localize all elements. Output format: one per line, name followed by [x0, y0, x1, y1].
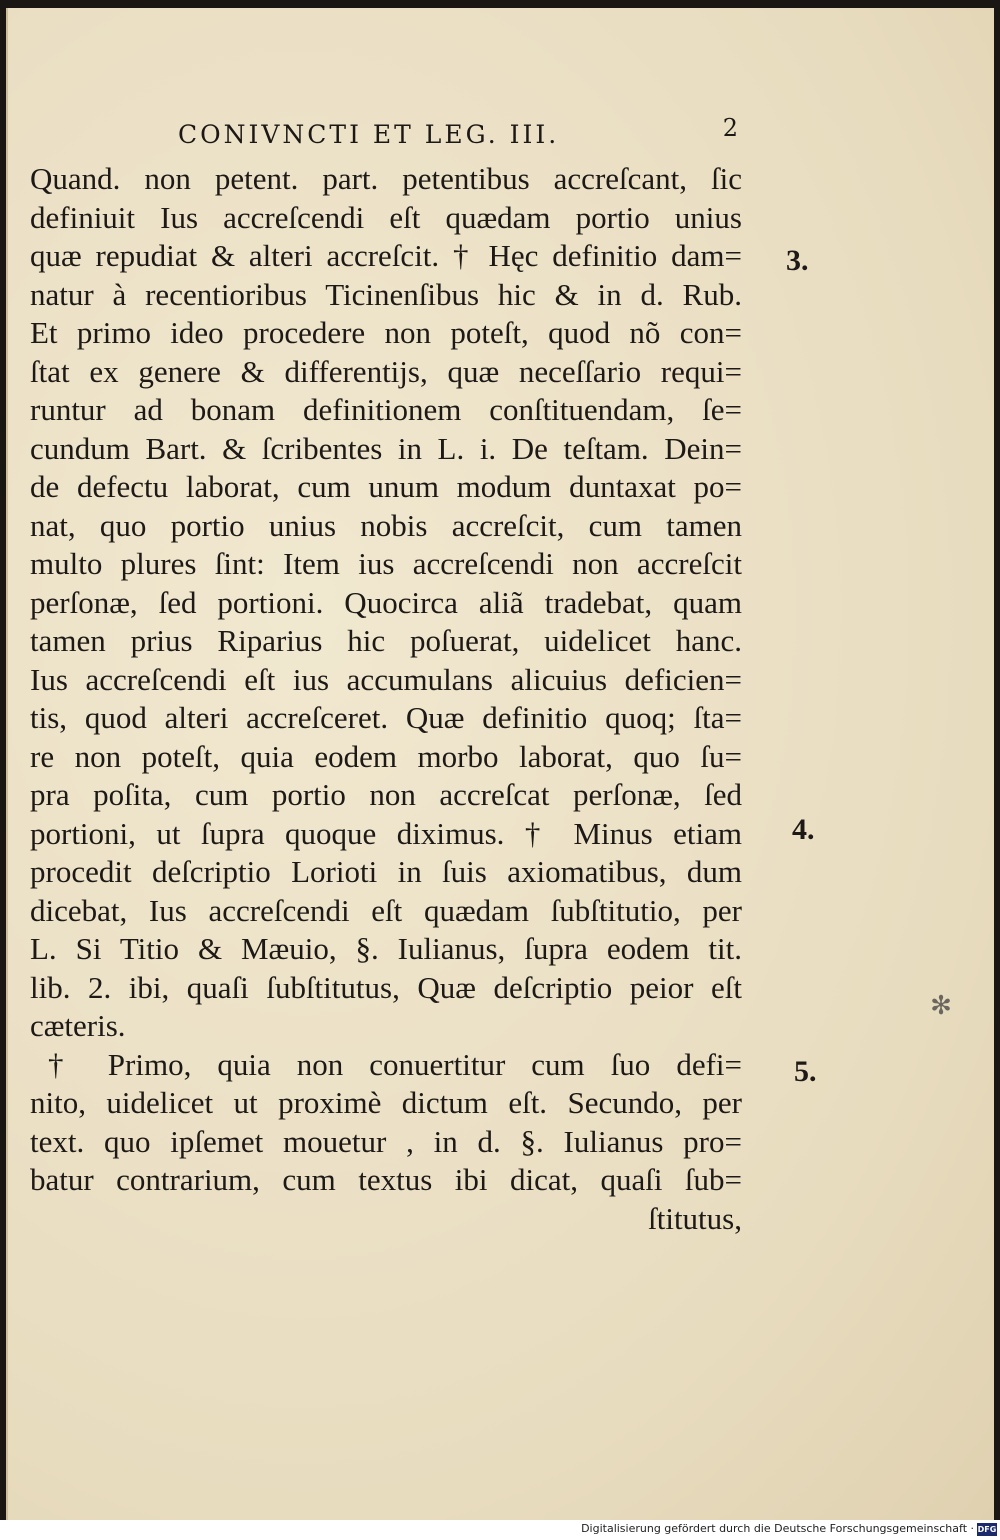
text-line: tamen prius Riparius hic poſuerat, uidelicet hanc. — [30, 623, 742, 658]
text-line: cæteris. — [30, 1008, 126, 1043]
text-line: † Primo, quia non conuertitur cum ſuo defi= — [48, 1046, 742, 1082]
text-line: ſtat ex genere & differentijs, quæ neceſſario requi= — [30, 353, 742, 389]
text-line: natur à recentioribus Ticinenſibus hic & in d. Rub. — [30, 276, 742, 312]
text-line: runtur ad bonam definitionem conſtituendam, ſe= — [30, 392, 742, 427]
text-line: re non poteſt, quia eodem morbo laborat, quo ſu= — [30, 738, 742, 774]
footer-credit: Digitalisierung gefördert durch die Deutsche Forschungsgemeinschaft · — [581, 1522, 974, 1535]
dfg-logo-icon: DFG — [977, 1525, 997, 1534]
text-line: portioni, ut ſupra quoque diximus. † Minus etiam — [30, 815, 742, 851]
running-title: CONIVNCTI ET LEG. III. — [178, 120, 560, 149]
text-line: Quand. non petent. part. petentibus accreſcant, ſic — [30, 161, 742, 196]
digitization-footer — [0, 1520, 1000, 1540]
text-line: multo plures ſint: Item ius accreſcendi non accreſcit — [30, 546, 742, 581]
text-line: batur contrarium, cum textus ibi dicat, quaſi ſub= — [30, 1162, 742, 1197]
text-line: quæ repudiat & alteri accreſcit. † Hęc definitio dam= — [30, 238, 742, 273]
marginal-number: 5. — [794, 1055, 817, 1088]
text-line: dicebat, Ius accreſcendi eſt quædam ſubſtitutio, per — [30, 892, 742, 928]
book-page — [6, 8, 994, 1520]
text-line: perſonæ, ſed portioni. Quocirca aliã tradebat, quam — [30, 584, 742, 620]
marginal-number: 4. — [792, 813, 815, 846]
text-line: Ius accreſcendi eſt ius accumulans alicuius deficien= — [30, 661, 742, 697]
text-line: lib. 2. ibi, quaſi ſubſtitutus, Quæ deſcriptio peior eſt — [30, 969, 742, 1005]
marginal-number: 3. — [786, 244, 809, 277]
body-text — [30, 160, 742, 1238]
running-header — [178, 114, 738, 160]
text-line: L. Si Titio & Mæuio, §. Iulianus, ſupra eodem tit. — [30, 931, 742, 966]
text-line: definiuit Ius accreſcendi eſt quædam portio unius — [30, 199, 742, 235]
text-line: nat, quo portio unius nobis accreſcit, cum tamen — [30, 507, 742, 543]
text-line: cundum Bart. & ſcribentes in L. i. De teſtam. Dein= — [30, 430, 742, 466]
stain-ornament-icon: ✻ — [930, 991, 952, 1021]
text-line: pra poſita, cum portio non accreſcat perſonæ, ſed — [30, 777, 742, 812]
catchword: ſtitutus, — [648, 1200, 742, 1236]
text-line: text. quo ipſemet mouetur , in d. §. Iulianus pro= — [30, 1123, 742, 1159]
text-line: nito, uidelicet ut proximè dictum eſt. Secundo, per — [30, 1085, 742, 1120]
text-line: procedit deſcriptio Lorioti in ſuis axiomatibus, dum — [30, 854, 742, 889]
text-line: Et primo ideo procedere non poteſt, quod nõ con= — [30, 315, 742, 350]
text-line: de defectu laborat, cum unum modum duntaxat po= — [30, 469, 742, 504]
page-number: 2 — [722, 114, 738, 142]
text-line: tis, quod alteri accreſceret. Quæ definitio quoq; ſta= — [30, 700, 742, 735]
